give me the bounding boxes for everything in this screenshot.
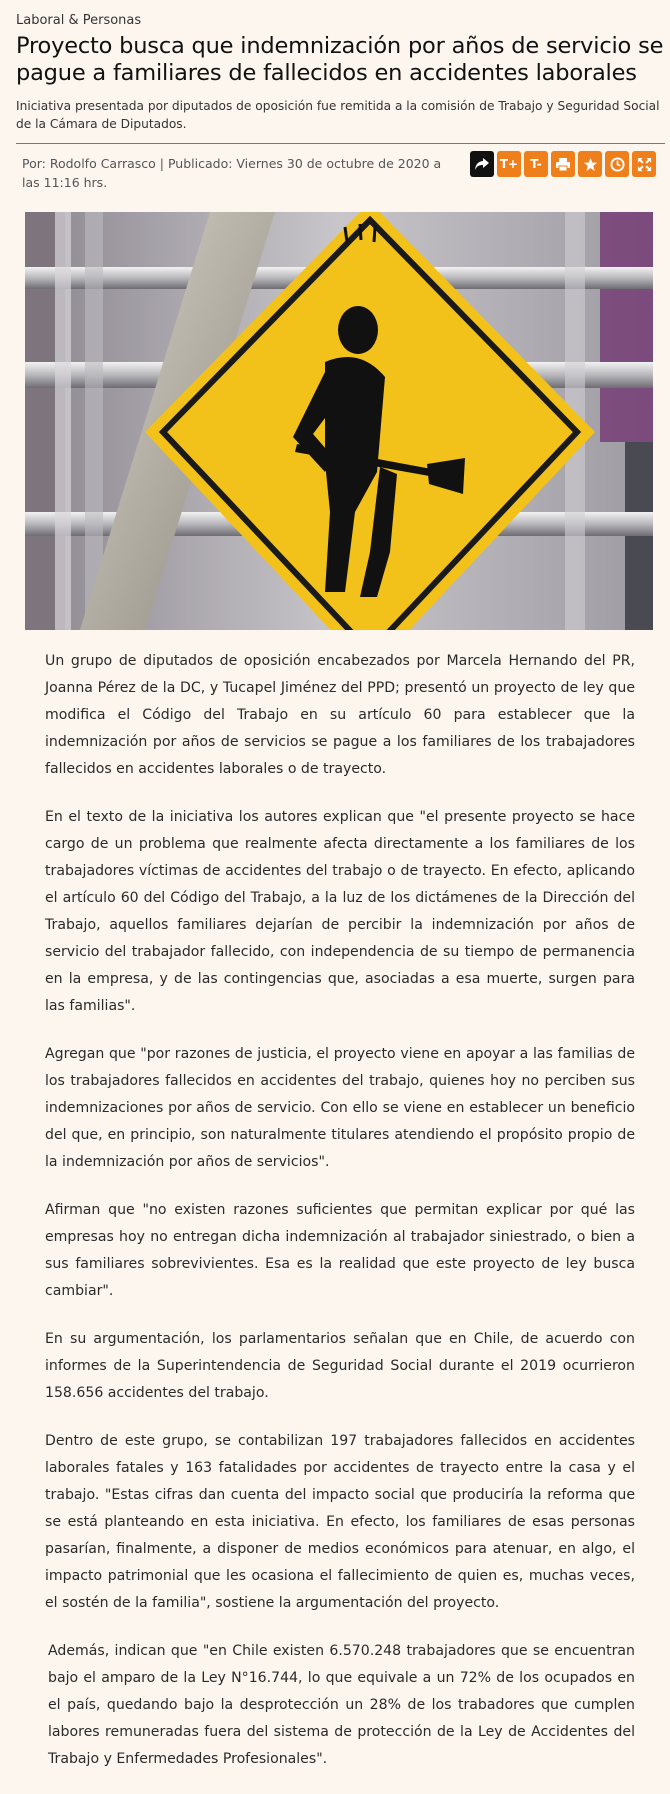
worker-sign-photo (25, 212, 653, 630)
print-icon (555, 157, 571, 172)
article-paragraph: Además, indican que "en Chile existen 6.570.248 trabajadores que se encuentran bajo el amparo de la Ley N°16.744, lo que equivale a un 72% de los ocupados en el país, quedando bajo la desprotección un 28% de los trabadores que cumplen labores remuneradas fuera del sistema de protección de la Ley de Accidentes del Trabajo y Enfermedades Profesionales". (48, 1643, 635, 1767)
article-headline: Proyecto busca que indemnización por años de servicio se pague a familiares de fallecidos en accidentes laborales (16, 33, 664, 86)
article-paragraph: Afirman que "no existen razones suficientes que permitan explicar por qué las empresas hoy no entregan dicha indemnización al trabajador siniestrado, o bien a sus familiares sobrevivientes. Esa es la realidad que este proyecto de ley busca cambiar". (45, 1202, 635, 1299)
article-paragraph: En su argumentación, los parlamentarios señalan que en Chile, de acuerdo con informes de la Superintendencia de Seguridad Social durante el 2019 ocurrieron 158.656 accidentes del trabajo. (45, 1331, 635, 1401)
share-arrow-icon (474, 157, 490, 171)
header-divider (16, 143, 665, 144)
font-increase-button[interactable]: T+ (497, 151, 521, 177)
article-body (45, 648, 635, 1794)
article-paragraph: Agregan que "por razones de justicia, el proyecto viene en apoyar a las familias de los trabajadores fallecidos en accidentes del trabajo, quienes hoy no perciben sus indemnizaciones por años de servicio. Con ello se viene en establecer un beneficio del que, en principio, son naturalmente titulares atendiendo el propósito propio de la indemnización por años de servicios". (45, 1046, 635, 1170)
article-paragraph: En el texto de la iniciativa los autores explican que "el presente proyecto se hace cargo de un problema que realmente afecta directamente a los familiares de los trabajadores víctimas de accidentes del trabajo o de trayecto. En efecto, aplicando el artículo 60 del Código del Trabajo, a la luz de los dictámenes de la Dirección del Trabajo, aquellos familiares dejarían de percibir la indemnización por años de servicio del trabajador fallecido, con independencia de su tiempo de permanencia en la empresa, y de las contingencias que, asociadas a esa muerte, surgen para las familias". (45, 809, 635, 1014)
expand-icon (637, 157, 652, 172)
print-button[interactable] (551, 151, 575, 177)
article-paragraph: Dentro de este grupo, se contabilizan 197 trabajadores fallecidos en accidentes laborales fatales y 163 fatalidades por accidentes de trayecto entre la casa y el trabajo. "Estas cifras dan cuenta del impacto social que produciría la reforma que se está planteando en esta iniciativa. En efecto, los familiares de esas personas pasarían, finalmente, a disponer de medios económicos para atenuar, en algo, el impacto patrimonial que les ocasiona el fallecimiento de quien es, muchas veces, el sostén de la familia", sostiene la argumentación del proyecto. (45, 1433, 635, 1611)
fullscreen-button[interactable] (632, 151, 656, 177)
article-subtitle: Iniciativa presentada por diputados de oposición fue remitida a la comisión de Trabajo y Seguridad Social de la Cámara de Diputados. (16, 99, 660, 131)
favorite-button[interactable] (578, 151, 602, 177)
article-toolbar (470, 151, 656, 177)
article-paragraph: Un grupo de diputados de oposición encabezados por Marcela Hernando del PR, Joanna Pérez de la DC, y Tucapel Jiménez del PPD; presentó un proyecto de ley que modifica el Código del Trabajo en su artículo 60 para establecer que la indemnización por años de servicios se pague a los familiares de los trabajadores fallecidos en accidentes laborales o de trayecto. (45, 653, 635, 777)
article-byline: Por: Rodolfo Carrasco | Publicado: Viernes 30 de octubre de 2020 a las 11:16 hrs. (22, 156, 442, 190)
section-category[interactable]: Laboral & Personas (16, 13, 142, 28)
read-later-button[interactable] (605, 151, 629, 177)
share-button[interactable] (470, 151, 494, 177)
font-decrease-button[interactable]: T- (524, 151, 548, 177)
clock-icon (610, 157, 625, 172)
article-image (25, 212, 653, 630)
star-icon (583, 157, 598, 172)
